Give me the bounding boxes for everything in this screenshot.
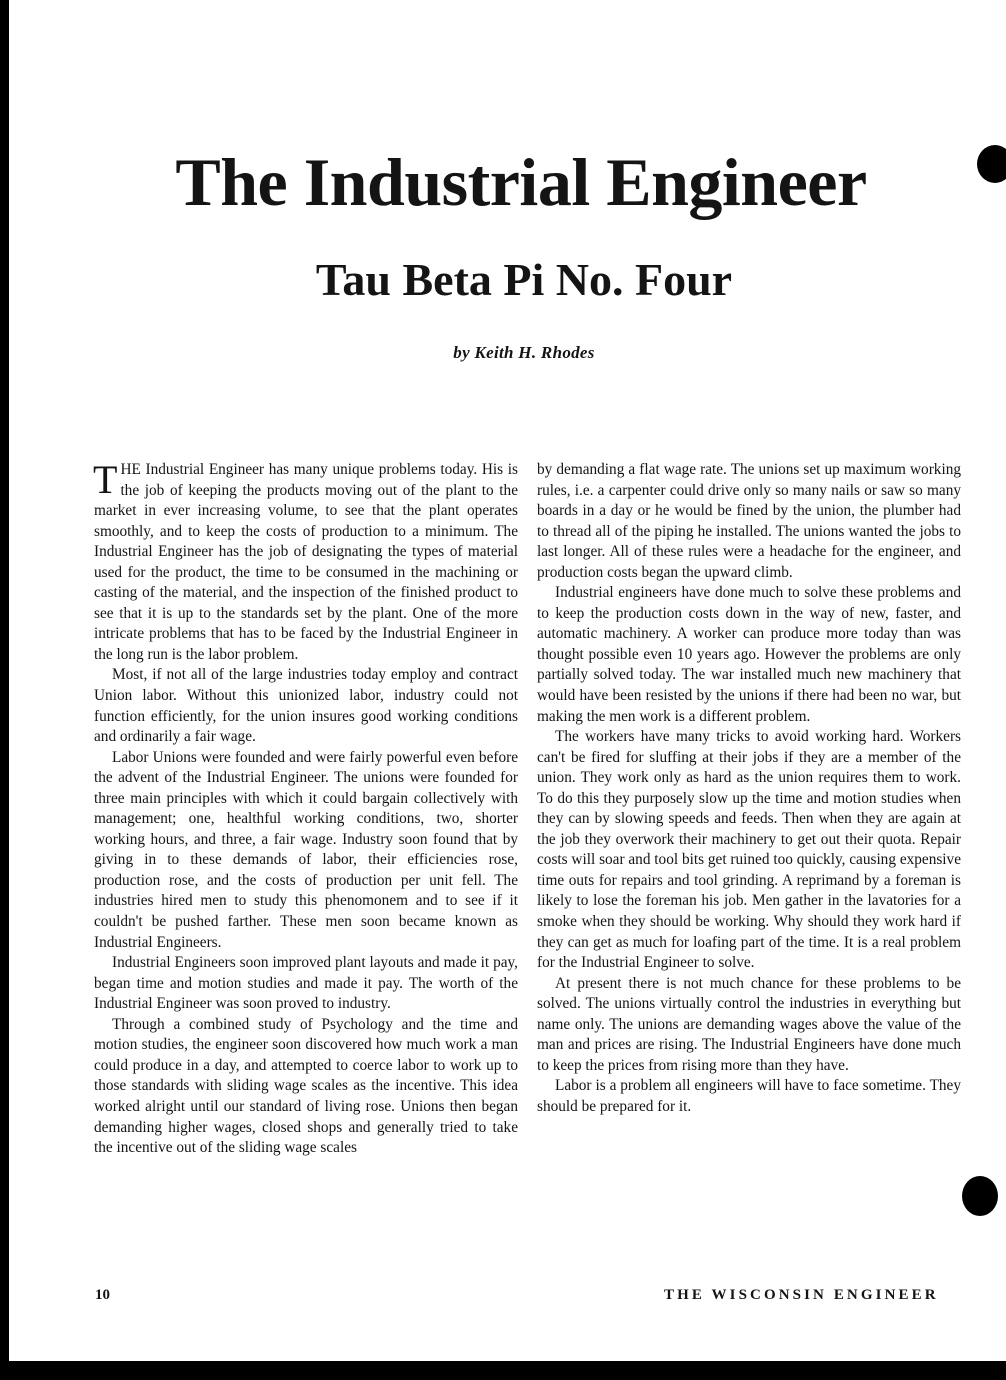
binder-hole-bottom — [962, 1176, 998, 1216]
drop-cap: T — [93, 457, 118, 502]
paragraph-7: Industrial engineers have done much to solve these problems and to keep the production costs down in the way of new, faster, and automatic machinery. A worker can produce more today than was thought possible even 10 years ago. However the problems are only partially solved today. The war installed much new machinery that would have been resisted by the unions if there had been no war, but making the men work is a different problem. — [537, 584, 961, 725]
journal-name: THE WISCONSIN ENGINEER — [664, 1287, 939, 1303]
scan-bottom-border — [0, 1361, 1006, 1380]
paragraph-1-text: HE Industrial Engineer has many unique problems today. His is the job of keeping the products moving out of the plant to the market in ever increasing volume, to see that the plant operates smoothly, and to keep the costs of production to a minimum. The Industrial Engineer has the job of designating the types of material used for the product, the time to be consumed in the machining or casting of the material, and the inspection of the finished product to see that it is up to the standards set by the plant. One of the more intricate problems that has to be faced by the Industrial Engineer in the long run is the labor problem. — [94, 461, 518, 663]
article-title: The Industrial Engineer — [175, 144, 867, 220]
page-number: 10 — [95, 1287, 110, 1303]
paragraph-3: Labor Unions were founded and were fairly powerful even before the advent of the Industrial Engineer. The unions were founded for three main principles with which it could bargain collectively with management; one, healthful working conditions, two, shorter working hours, and three, a fair wage. Industry soon found that by giving in to these demands of labor, their efficiencies rose, production rose, and the costs of production per unit fell. The industries hired men to study this phenomonem and to see if it couldn't be pushed farther. These men soon became known as Industrial Engineers. — [94, 748, 518, 951]
paragraph-5: Through a combined study of Psychology and the time and motion studies, the engineer soon discovered how much work a man could produce in a day, and attempted to coerce labor to work up to those standards with sliding wage scales as the incentive. This idea worked alright until our standard of living rose. Unions then began demanding higher wages, closed shops and generally tried to take the incentive out of the sliding wage scales — [94, 1015, 518, 1157]
paragraph-10: Labor is a problem all engineers will have to face sometime. They should be prepared for it. — [537, 1077, 961, 1115]
left-column — [93, 457, 518, 1159]
paragraph-8: The workers have many tricks to avoid working hard. Workers can't be fired for sluffing at their jobs if they are a member of the union. They work only as hard as the union requires them to work. To do this they purposely slow up the time and motion studies when they can by slowing speeds and feeds. Then when they are again at the job they overwork their machinery to get out their quota. Repair costs will soar and tool bits get ruined too quickly, causing expensive time outs for repairs and tool grinding. A reprimand by a foreman is likely to lose the foreman his job. Men gather in the lavatories for a smoke when they should be working. Why should they work hard if they can get as much for loafing part of the time. It is a real problem for the Industrial Engineer to solve. — [537, 728, 961, 972]
paragraph-9: At present there is not much chance for these problems to be solved. The unions virtually control the industries in everything but name only. The unions are demanding wages above the value of the man and prices are rising. The Industrial Engineers have done much to keep the prices from rising more than they have. — [537, 974, 961, 1074]
paragraph-2: Most, if not all of the large industries today employ and contract Union labor. Without this unionized labor, industry could not function efficiently, for the union insures good working conditions and ordinarily a fair wage. — [94, 666, 518, 746]
article-subtitle: Tau Beta Pi No. Four — [315, 254, 733, 305]
right-column — [537, 460, 961, 1118]
paragraph-6: by demanding a flat wage rate. The unions set up maximum working rules, i.e. a carpenter could drive only so many nails or saw so many boards in a day or he would be fined by the union, the plumber had to thread all of the piping he installed. The unions wanted the jobs to last longer. All of these rules were a headache for the engineer, and production costs began the upward climb. — [537, 461, 961, 581]
paragraph-1 — [93, 457, 518, 665]
article-byline: by Keith H. Rhodes — [453, 343, 595, 362]
paragraph-4: Industrial Engineers soon improved plant layouts and made it pay, began time and motion studies and made it pay. The worth of the Industrial Engineer was soon proved to industry. — [94, 954, 518, 1013]
